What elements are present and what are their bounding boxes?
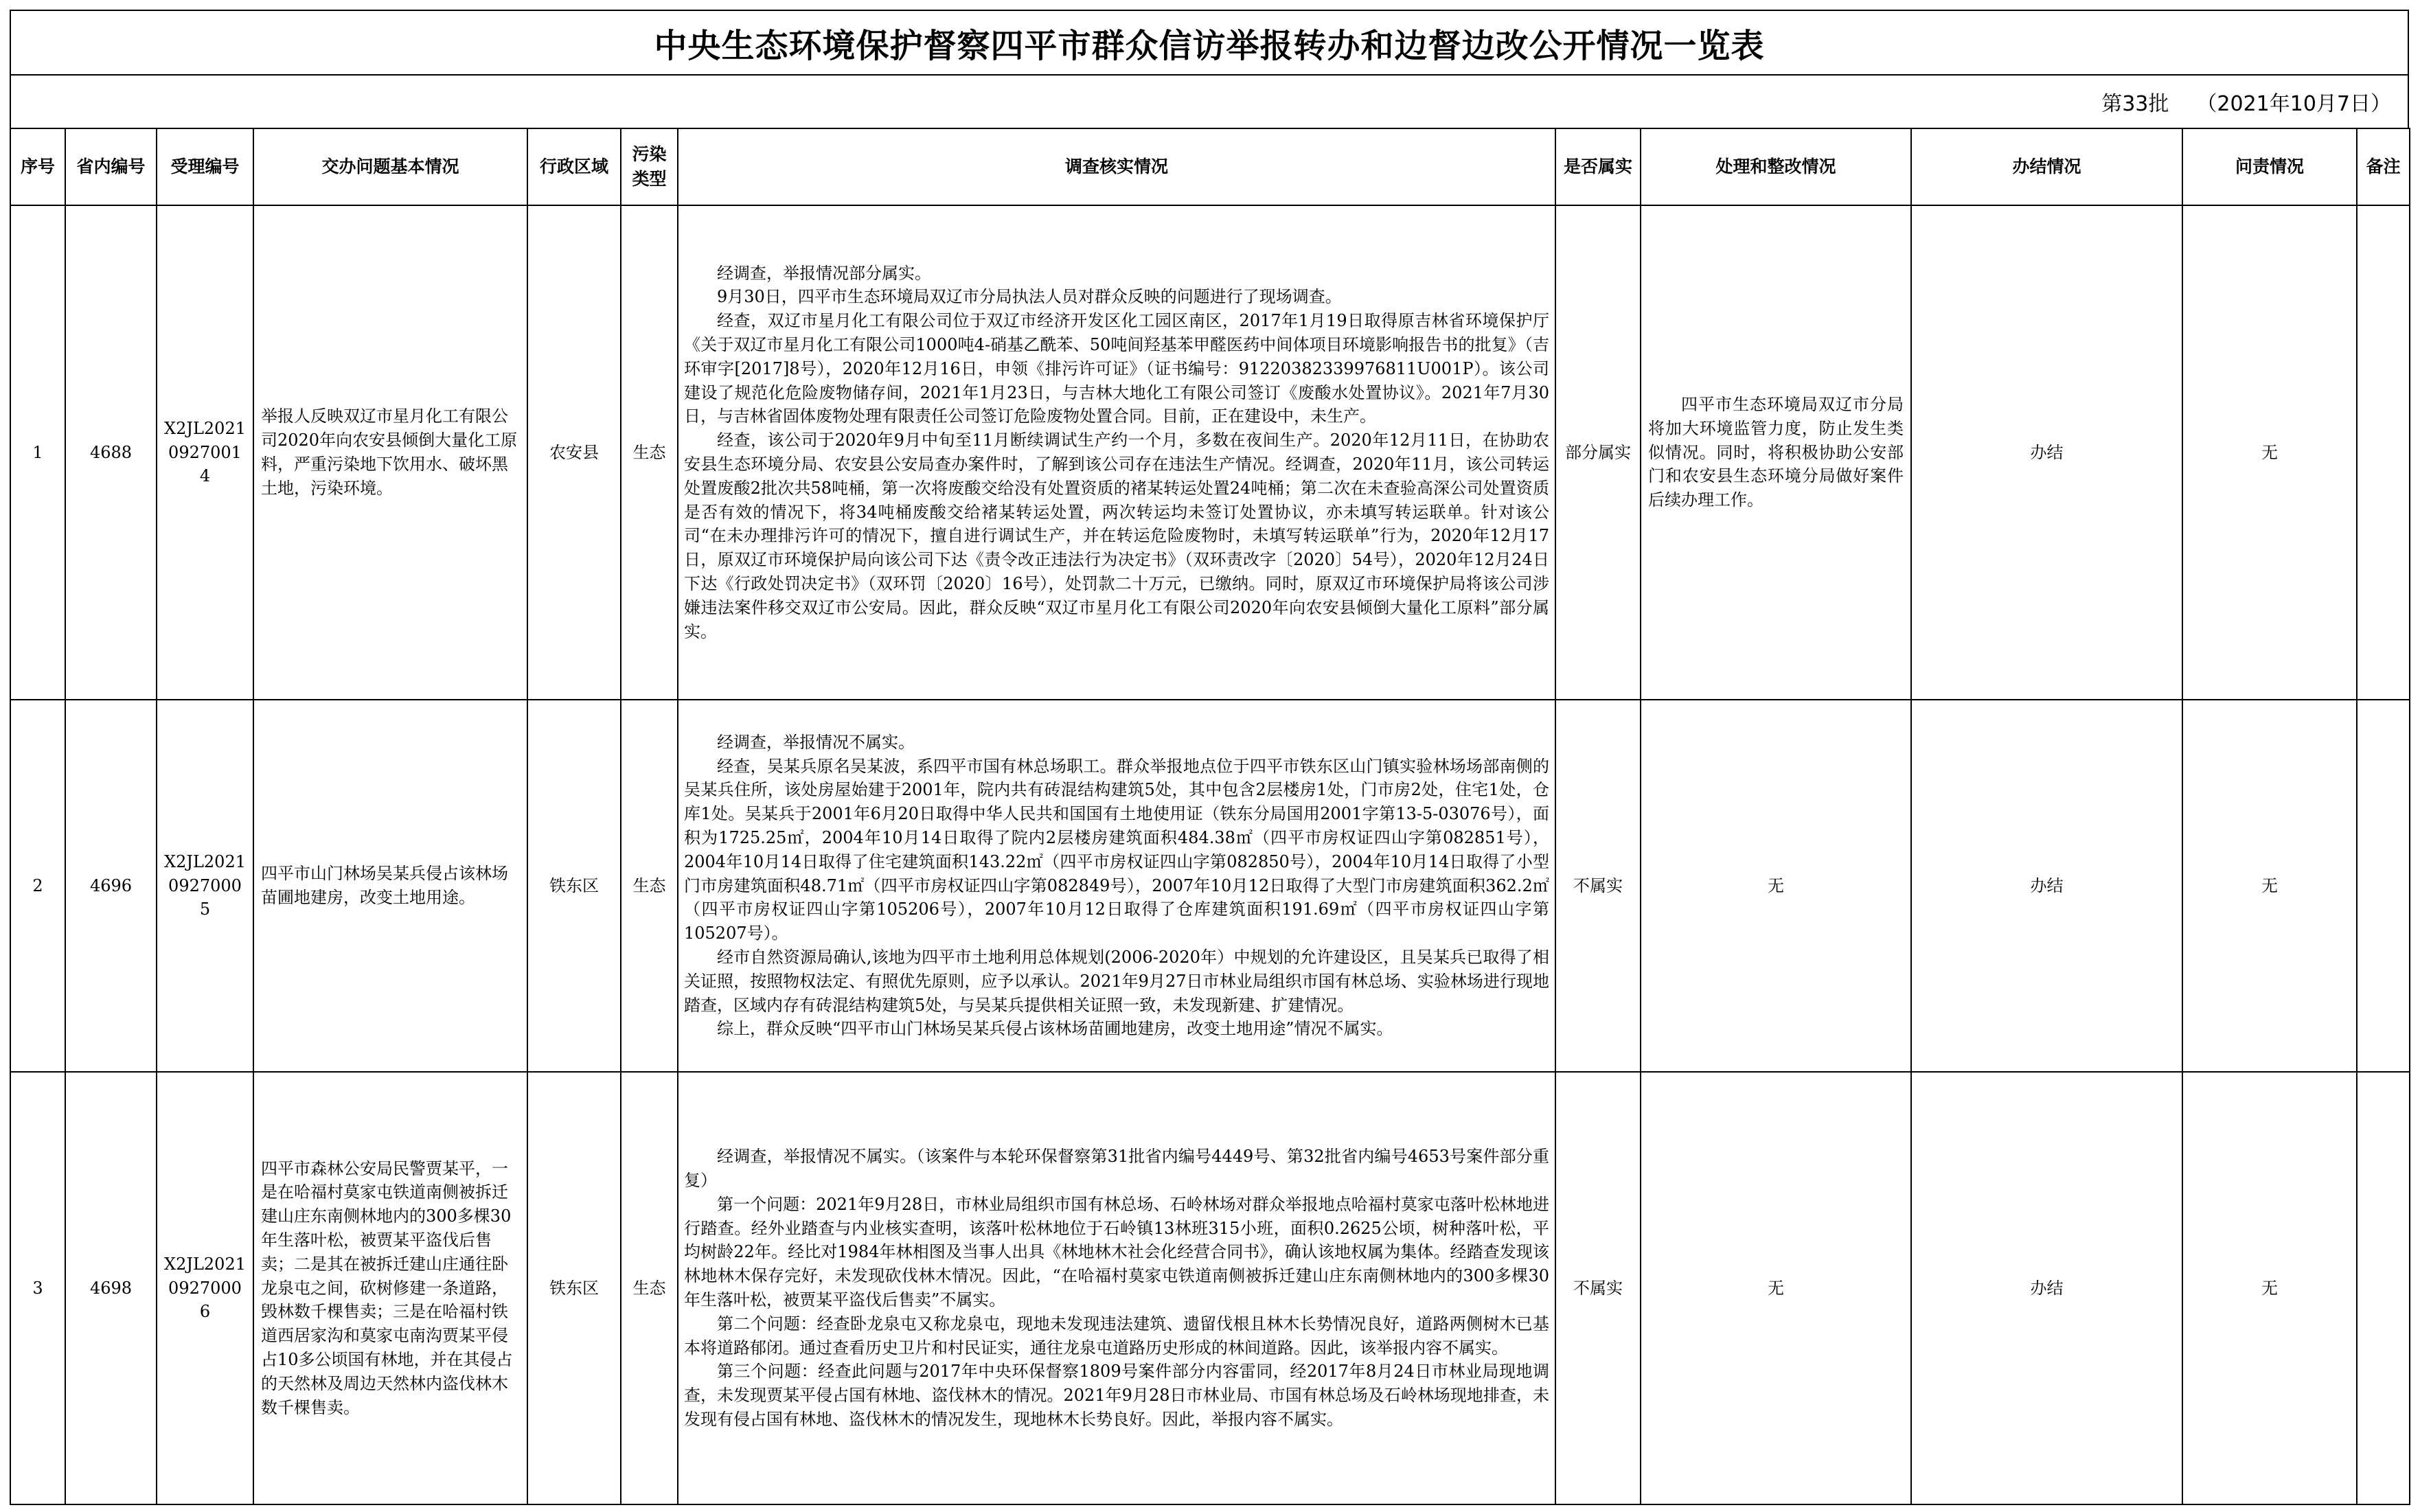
investigation-paragraph: 经市自然资源局确认,该地为四平市土地利用总体规划(2006-2020年）中规划的允许建设区，且吴某兵已取得了相关证照，按照物权法定、有照优先原则，应予以承认。2021年9月27日市林业局组织市国有林总场、实验林场进行现地踏查，区域内存有砖混结构建筑5处，与吴某兵提供相关证照一致，未发现新建、扩建情况。 (684, 947, 1549, 1015)
header-handling: 处理和整改情况 (1641, 128, 1911, 205)
batch-line (10, 74, 2409, 128)
header-investigation: 调查核实情况 (678, 128, 1555, 205)
table-row (10, 1072, 2410, 1504)
investigation-paragraph: 经查，吴某兵原名吴某波，系四平市国有林总场职工。群众举报地点位于四平市铁东区山门镇实验林场场部南侧的吴某兵住所，该处房屋始建于2001年，院内共有砖混结构建筑5处，其中包含2层楼房1处，门市房2处，住宅1处，仓库1处。吴某兵于2001年6月20日取得中华人民共和国国有土地使用证（铁东分局国用2001字第13-5-03076号），面积为1725.25㎡，2004年10月14日取得了院内2层楼房建筑面积484.38㎡（四平市房权证四山字第082851号），2004年10月14日取得了住宅建筑面积143.22㎡（四平市房权证四山字第082850号），2004年10月14日取得了小型门市房建筑面积48.71㎡（四平市房权证四山字第082849号），2007年10月12日取得了大型门市房建筑面积362.2㎡（四平市房权证四山字第105206号），2007年10月12日取得了仓库建筑面积191.69㎡（四平市房权证四山字第105207号）。 (684, 756, 1549, 943)
investigation-paragraph: 第三个问题：经查此问题与2017年中央环保督察1809号案件部分内容雷同，经2017年8月24日市林业局现地调查，未发现贾某平侵占国有林地、盗伐林木的情况。2021年9月28日市林业局、市国有林总场及石岭林场现地排查，未发现有侵占国有林地、盗伐林木的情况发生，现地林木长势良好。因此，举报内容不属实。 (684, 1362, 1549, 1429)
cell-seq: 1 (10, 205, 65, 700)
header-is-true: 是否属实 (1555, 128, 1641, 205)
cell-handling: 无 (1641, 700, 1911, 1072)
cell-region: 铁东区 (527, 1072, 621, 1504)
batch-date: （2021年10月7日） (2196, 92, 2391, 116)
batch-number: 第33批 (2101, 92, 2169, 116)
cell-handling (1641, 205, 1911, 700)
header-remark: 备注 (2357, 128, 2410, 205)
disclosure-sheet (10, 10, 2409, 1505)
header-status: 办结情况 (1911, 128, 2182, 205)
header-region: 行政区域 (527, 128, 621, 205)
cell-is-true: 不属实 (1555, 700, 1641, 1072)
table-row (10, 205, 2410, 700)
investigation-paragraph: 经查，该公司于2020年9月中旬至11月断续调试生产约一个月，多数在夜间生产。2020年12月11日，在协助农安县生态环境分局、农安县公安局查办案件时，了解到该公司存在违法生产情况。经调查，2020年11月，该公司转运处置废酸2批次共58吨桶，第一次将废酸交给没有处置资质的褚某转运处置24吨桶；第二次在未查验高深公司处置资质是否有效的情况下，将34吨桶废酸交给褚某转运处置，两次转运均未签订处置协议，亦未填写转运联单。针对该公司“在未办理排污许可的情况下，擅自进行调试生产，并在转运危险废物时，未填写转运联单”行为，2020年12月17日，原双辽市环境保护局向该公司下达《责令改正违法行为决定书》（双环责改字〔2020〕54号），2020年12月24日下达《行政处罚决定书》（双环罚〔2020〕16号），处罚款二十万元，已缴纳。同时，原双辽市环境保护局将该公司涉嫌违法案件移交双辽市公安局。因此，群众反映“双辽市星月化工有限公司2020年向农安县倾倒大量化工原料”部分属实。 (684, 431, 1549, 641)
page-title: 中央生态环境保护督察四平市群众信访举报转办和边督边改公开情况一览表 (10, 10, 2409, 74)
cell-pollution: 生态 (621, 700, 678, 1072)
cell-status: 办结 (1911, 700, 2182, 1072)
table-row (10, 700, 2410, 1072)
cell-region: 农安县 (527, 205, 621, 700)
investigation-paragraph: 经查，双辽市星月化工有限公司位于双辽市经济开发区化工园区南区，2017年1月19日取得原吉林省环境保护厅《关于双辽市星月化工有限公司1000吨4-硝基乙酰苯、50吨间羟基苯甲醛医药中间体项目环境影响报告书的批复》（吉环审字[2017]8号），2020年12月16日，申领《排污许可证》（证书编号：91220382339976811U001P）。该公司建设了规范化危险废物储存间，2021年1月23日，与吉林大地化工有限公司签订《废酸水处置协议》。2021年7月30日，与吉林省固体废物处理有限责任公司签订危险废物处置合同。目前，正在建设中，未生产。 (684, 311, 1549, 426)
header-pollution: 污染类型 (621, 128, 678, 205)
cell-is-true: 部分属实 (1555, 205, 1641, 700)
investigation-paragraph: 经调查，举报情况部分属实。 (717, 263, 931, 283)
investigation-paragraph: 综上，群众反映“四平市山门林场吴某兵侵占该林场苗圃地建房，改变土地用途”情况不属实。 (717, 1019, 1393, 1039)
header-accept-no: 受理编号 (157, 128, 253, 205)
header-problem: 交办问题基本情况 (253, 128, 527, 205)
cell-remark (2357, 700, 2410, 1072)
cell-is-true: 不属实 (1555, 1072, 1641, 1504)
investigation-paragraph: 经调查，举报情况不属实。（该案件与本轮环保督察第31批省内编号4449号、第32批省内编号4653号案件部分重复） (684, 1147, 1549, 1191)
cell-problem: 举报人反映双辽市星月化工有限公司2020年向农安县倾倒大量化工原料，严重污染地下饮用水、破坏黑土地，污染环境。 (253, 205, 527, 700)
investigation-paragraph: 第二个问题：经查卧龙泉屯又称龙泉屯，现地未发现违法建筑、遗留伐根且林木长势情况良好，道路两侧树木已基本将道路郁闭。通过查看历史卫片和村民证实，通往龙泉屯道路历史形成的林间道路。因此，该举报内容不属实。 (684, 1314, 1549, 1358)
cell-status: 办结 (1911, 205, 2182, 700)
cell-province-no: 4698 (65, 1072, 157, 1504)
cell-accountability: 无 (2182, 205, 2357, 700)
cell-remark (2357, 205, 2410, 700)
cell-status: 办结 (1911, 1072, 2182, 1504)
cell-province-no: 4696 (65, 700, 157, 1072)
cell-handling: 无 (1641, 1072, 1911, 1504)
cell-accountability: 无 (2182, 700, 2357, 1072)
handling-text: 四平市生态环境局双辽市分局将加大环境监管力度，防止发生类似情况。同时，将积极协助公安部门和农安县生态环境分局做好案件后续办理工作。 (1648, 395, 1904, 510)
cell-remark (2357, 1072, 2410, 1504)
cell-accept-no: X2JL202109270006 (157, 1072, 253, 1504)
cell-problem: 四平市山门林场吴某兵侵占该林场苗圃地建房，改变土地用途。 (253, 700, 527, 1072)
header-province-no: 省内编号 (65, 128, 157, 205)
investigation-paragraph: 经调查，举报情况不属实。 (717, 732, 915, 752)
cell-accept-no: X2JL202109270005 (157, 700, 253, 1072)
cell-seq: 3 (10, 1072, 65, 1504)
cell-province-no: 4688 (65, 205, 157, 700)
investigation-paragraph: 9月30日，四平市生态环境局双辽市分局执法人员对群众反映的问题进行了现场调查。 (717, 287, 1342, 307)
cell-problem: 四平市森林公安局民警贾某平，一是在哈福村莫家屯铁道南侧被拆迁建山庄东南侧林地内的300多棵30年生落叶松，被贾某平盗伐后售卖；二是其在被拆迁建山庄通往卧龙泉屯之间，砍树修建一条道路，毁林数千棵售卖；三是在哈福村铁道西居家沟和莫家屯南沟贾某平侵占10多公顷国有林地，并在其侵占的天然林及周边天然林内盗伐林木数千棵售卖。 (253, 1072, 527, 1504)
investigation-paragraph: 第一个问题：2021年9月28日，市林业局组织市国有林总场、石岭林场对群众举报地点哈福村莫家屯落叶松林地进行踏查。经外业踏查与内业核实查明，该落叶松林地位于石岭镇13林班315小班，面积0.2625公顷，树种落叶松，平均树龄22年。经比对1984年林相图及当事人出具《林地林木社会化经营合同书》，确认该地权属为集体。经踏查发现该林地林木保存完好，未发现砍伐林木情况。因此，“在哈福村莫家屯铁道南侧被拆迁建山庄东南侧林地内的300多棵30年生落叶松，被贾某平盗伐后售卖”不属实。 (684, 1194, 1549, 1309)
header-accountability: 问责情况 (2182, 128, 2357, 205)
cell-investigation (678, 700, 1555, 1072)
cell-accept-no: X2JL202109270014 (157, 205, 253, 700)
cell-pollution: 生态 (621, 205, 678, 700)
cell-accountability: 无 (2182, 1072, 2357, 1504)
cell-region: 铁东区 (527, 700, 621, 1072)
header-seq: 序号 (10, 128, 65, 205)
cell-investigation (678, 1072, 1555, 1504)
header-row (10, 128, 2410, 205)
cell-pollution: 生态 (621, 1072, 678, 1504)
case-table (10, 128, 2410, 1505)
cell-investigation (678, 205, 1555, 700)
cell-seq: 2 (10, 700, 65, 1072)
